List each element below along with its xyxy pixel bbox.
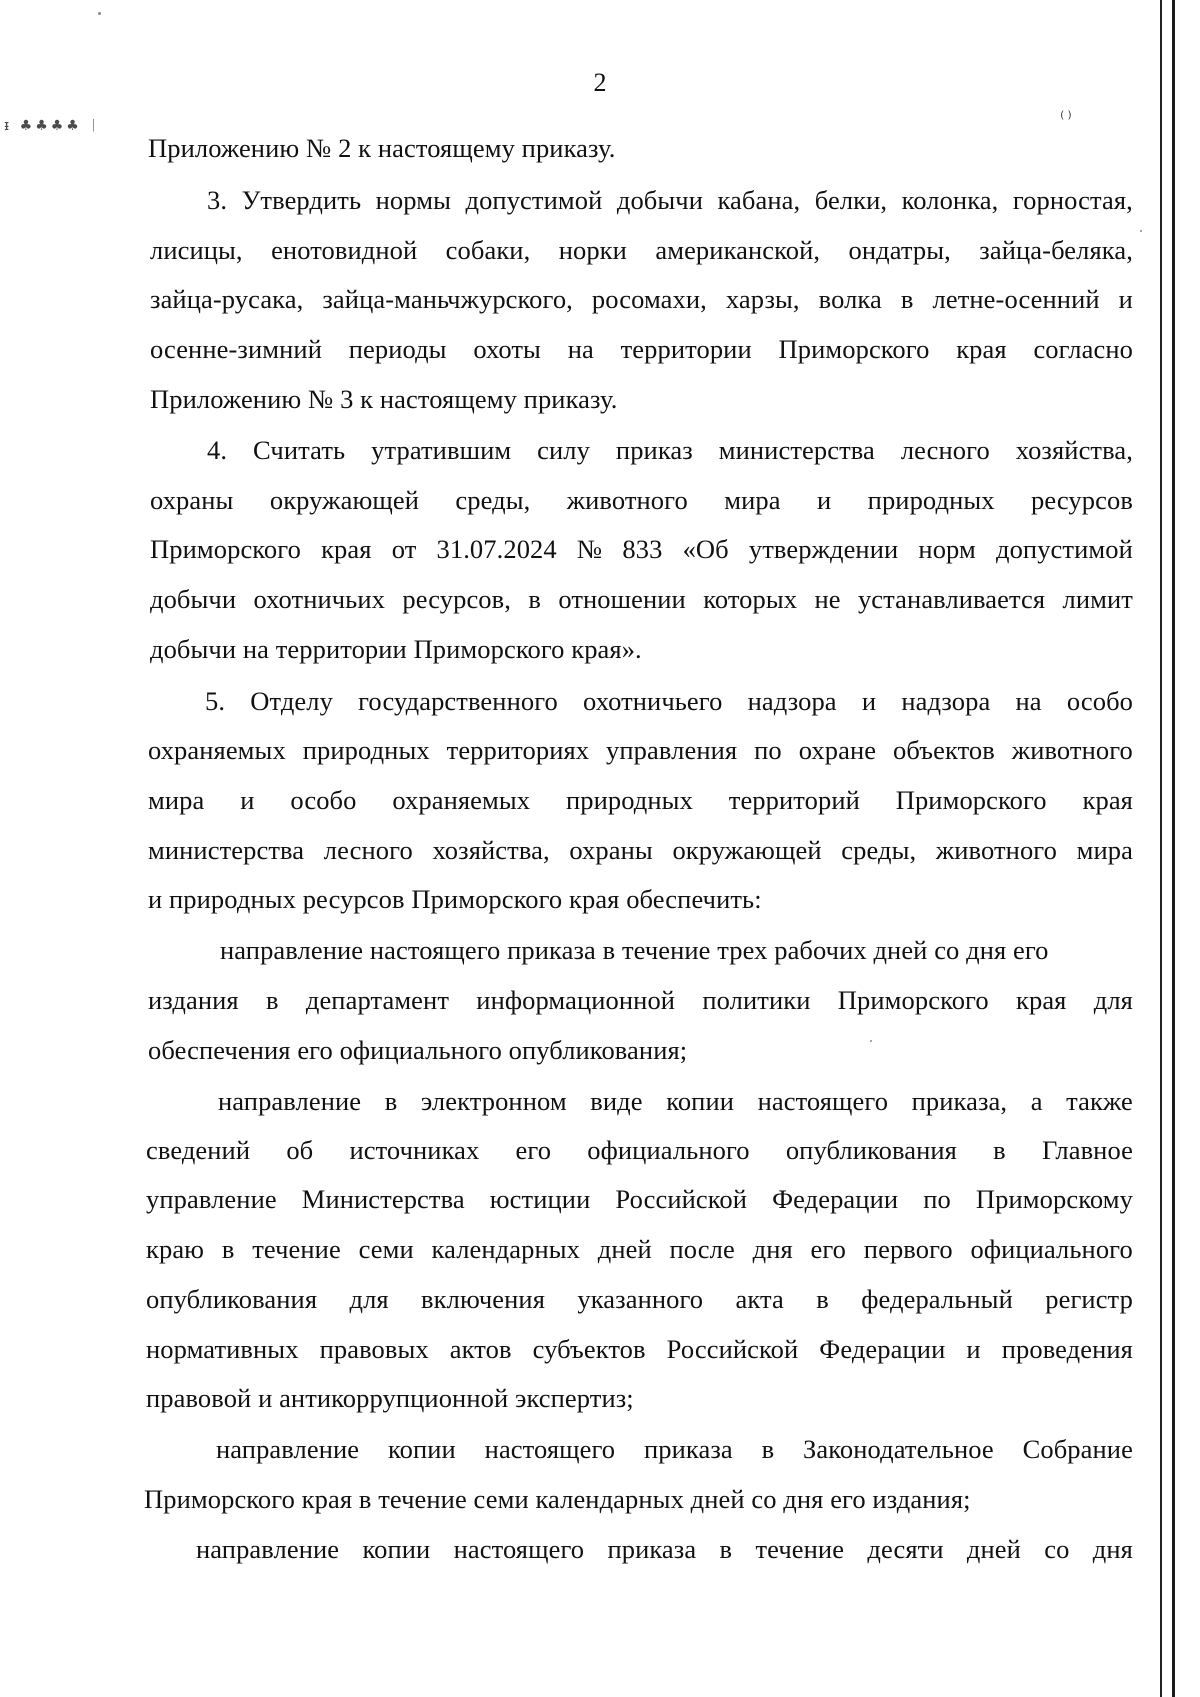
text-line: направление копии настоящего приказа в Законодательное Собрание bbox=[216, 1434, 1133, 1464]
text-line: опубликования для включения указанного акта в федеральный регистр bbox=[146, 1284, 1133, 1314]
text-line: добычи на территории Приморского края». bbox=[150, 634, 642, 664]
text-line: Приложению № 3 к настоящему приказу. bbox=[150, 384, 618, 414]
text-line: 5. Отделу государственного охотничьего надзора и надзора на особо bbox=[205, 686, 1133, 716]
text-line: направление в электронном виде копии настоящего приказа, а также bbox=[218, 1086, 1133, 1116]
scan-artifact-left: ᵻ ♣♣♣♣ ᛁ bbox=[4, 118, 101, 134]
text-line: и природных ресурсов Приморского края обеспечить: bbox=[148, 884, 762, 914]
scan-speck bbox=[1140, 230, 1142, 232]
scan-speck bbox=[870, 1040, 872, 1042]
text-line: лисицы, енотовидной собаки, норки американской, ондатры, зайца-беляка, bbox=[150, 235, 1133, 265]
page-number: 2 bbox=[593, 68, 607, 97]
scan-edge-line bbox=[1172, 0, 1175, 1697]
text-line: добычи охотничьих ресурсов, в отношении которых не устанавливается лимит bbox=[150, 584, 1133, 614]
text-line: сведений об источниках его официального опубликования в Главное bbox=[146, 1135, 1133, 1165]
text-line: издания в департамент информационной политики Приморского края для bbox=[148, 985, 1133, 1015]
text-line: нормативных правовых актов субъектов Российской Федерации и проведения bbox=[146, 1334, 1133, 1364]
text-line: охраняемых природных территориях управления по охране объектов животного bbox=[148, 735, 1133, 765]
text-line: Приложению № 2 к настоящему приказу. bbox=[148, 133, 616, 163]
text-line: охраны окружающей среды, животного мира и природных ресурсов bbox=[150, 485, 1133, 515]
text-line: 4. Считать утратившим силу приказ министерства лесного хозяйства, bbox=[207, 435, 1133, 465]
text-line: обеспечения его официального опубликования; bbox=[148, 1035, 688, 1065]
scan-speck bbox=[98, 12, 101, 15]
text-line: зайца-русака, зайца-маньчжурского, росомахи, харзы, волка в летне-осенний и bbox=[150, 284, 1133, 314]
text-line: направление настоящего приказа в течение трех рабочих дней со дня его bbox=[220, 935, 1049, 965]
text-line: 3. Утвердить нормы допустимой добычи кабана, белки, колонка, горностая, bbox=[207, 185, 1133, 215]
text-line: министерства лесного хозяйства, охраны окружающей среды, животного мира bbox=[148, 835, 1133, 865]
text-line: правовой и антикоррупционной экспертиз; bbox=[146, 1383, 634, 1413]
text-line: краю в течение семи календарных дней после дня его первого официального bbox=[146, 1234, 1133, 1264]
text-line: управление Министерства юстиции Российской Федерации по Приморскому bbox=[146, 1184, 1133, 1214]
text-line: осенне-зимний периоды охоты на территории Приморского края согласно bbox=[150, 334, 1133, 364]
scan-artifact-right: ⁽⁾ bbox=[1060, 108, 1075, 129]
text-line: направление копии настоящего приказа в течение десяти дней со дня bbox=[196, 1534, 1133, 1564]
scan-edge-line bbox=[1160, 0, 1162, 1697]
text-line: Приморского края в течение семи календарных дней со дня его издания; bbox=[144, 1484, 971, 1514]
text-line: мира и особо охраняемых природных территорий Приморского края bbox=[148, 785, 1133, 815]
text-line: Приморского края от 31.07.2024 № 833 «Об утверждении норм допустимой bbox=[150, 534, 1133, 564]
